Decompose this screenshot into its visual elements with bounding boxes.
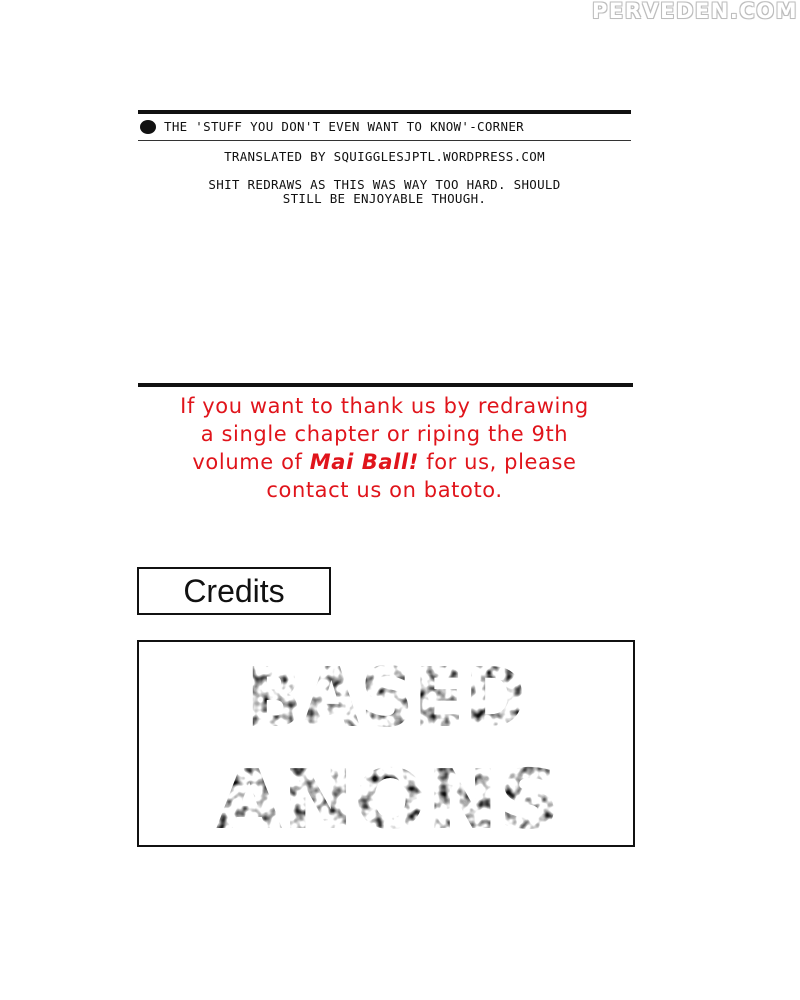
corner-title: THE 'STUFF YOU DON'T EVEN WANT TO KNOW'-CORNER bbox=[164, 119, 524, 134]
logo-line1: BASED bbox=[246, 651, 526, 746]
corner-divider bbox=[138, 140, 631, 141]
message-line4: contact us on batoto. bbox=[266, 478, 503, 502]
credits-label: Credits bbox=[183, 573, 285, 609]
message-line3-start: volume of bbox=[192, 450, 310, 474]
translator-credit: TRANSLATED BY SQUIGGLESJPTL.WORDPRESS.COM bbox=[224, 149, 545, 164]
logo-line2: ANONS bbox=[216, 753, 560, 845]
thank-you-message bbox=[138, 392, 631, 504]
corner-header bbox=[138, 117, 631, 137]
message-line3-end: for us, please bbox=[418, 450, 577, 474]
series-title: Mai Ball! bbox=[309, 450, 419, 474]
bullet-icon bbox=[140, 120, 156, 134]
redraw-note-line1: SHIT REDRAWS AS THIS WAS WAY TOO HARD. SHOULD bbox=[208, 177, 561, 192]
message-line2: a single chapter or riping the 9th bbox=[200, 422, 569, 446]
message-line1: If you want to thank us by redrawing bbox=[180, 394, 589, 418]
group-logo bbox=[139, 642, 633, 845]
group-logo-panel bbox=[137, 640, 635, 847]
message-line3 bbox=[138, 448, 631, 476]
top-rule bbox=[138, 110, 631, 114]
credits-heading bbox=[137, 567, 331, 615]
redraw-note-line2: STILL BE ENJOYABLE THOUGH. bbox=[282, 191, 487, 206]
watermark: PERVEDEN.COM bbox=[592, 0, 798, 23]
message-rule bbox=[138, 383, 633, 387]
